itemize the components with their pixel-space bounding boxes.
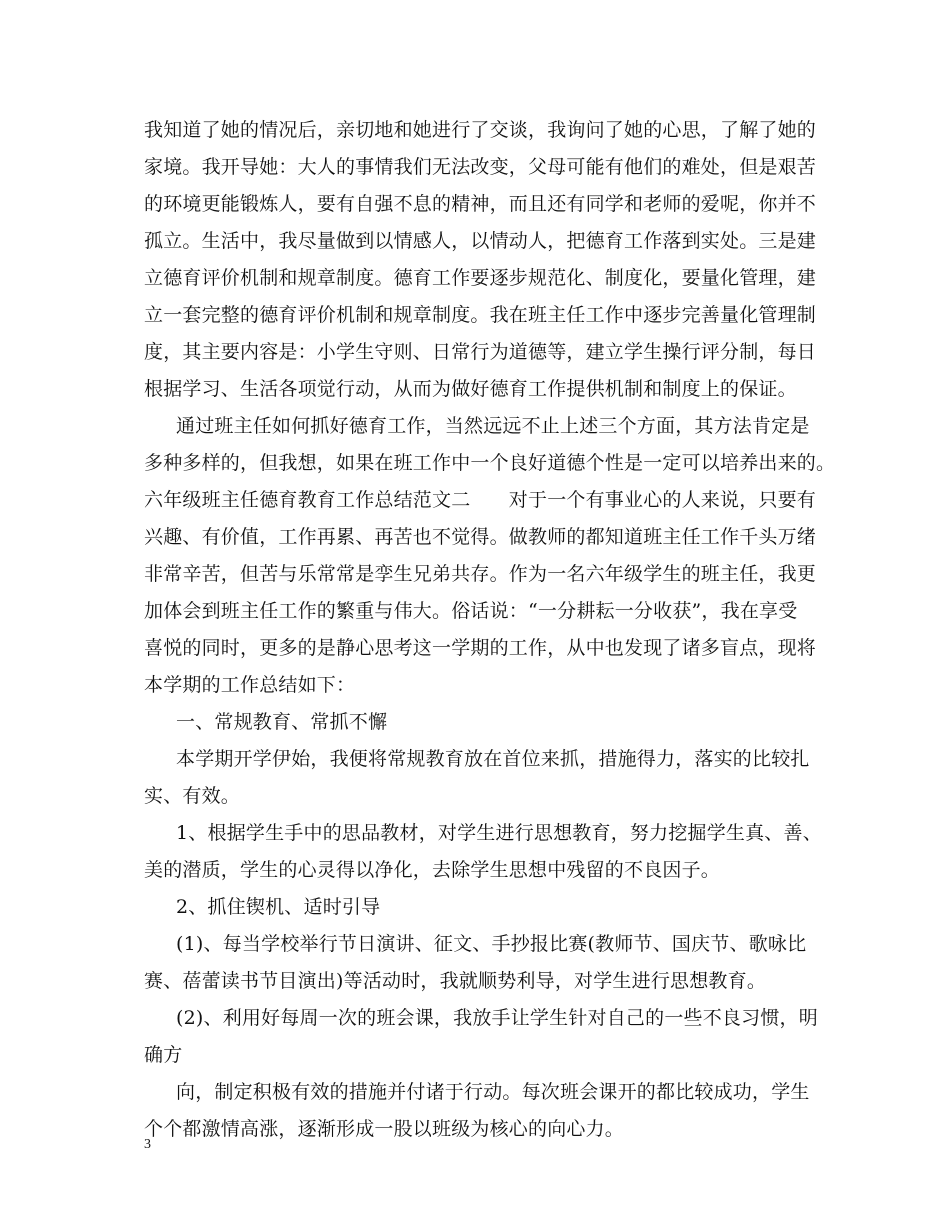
text-line: 通过班主任如何抓好德育工作，当然远远不止上述三个方面，其方法肯定是: [176, 415, 810, 437]
section-heading-line: 六年级班主任德育教育工作总结范文二 对于一个有事业心的人来说，只要有: [144, 489, 817, 511]
text-line: 孤立。生活中，我尽量做到以情感人，以情动人，把德育工作落到实处。三是建: [144, 230, 817, 252]
text-line: 向，制定积极有效的措施并付诸于行动。每次班会课开的都比较成功，学生: [176, 1081, 810, 1103]
text-line: 实、有效。: [144, 785, 241, 807]
text-line: 家境。我开导她：大人的事情我们无法改变，父母可能有他们的难处，但是艰苦: [144, 156, 817, 178]
text-line: 喜悦的同时，更多的是静心思考这一学期的工作，从中也发现了诸多盲点，现将: [144, 637, 817, 659]
text-line: 个个都激情高涨，逐渐形成一股以班级为核心的向心力。: [144, 1118, 625, 1140]
text-line: 立一套完整的德育评价机制和规章制度。我在班主任工作中逐步完善量化管理制: [144, 304, 817, 326]
text-line: 赛、蓓蕾读书节目演出)等活动时，我就顺势利导，对学生进行思想教育。: [144, 970, 767, 992]
text-line: 立德育评价机制和规章制度。德育工作要逐步规范化、制度化，要量化管理，建: [144, 267, 817, 289]
text-line: 本学期开学伊始，我便将常规教育放在首位来抓，措施得力，落实的比较扎: [176, 748, 810, 770]
text-line: 多种多样的，但我想，如果在班工作中一个良好道德个性是一定可以培养出来的。: [144, 452, 836, 474]
page-number: 3: [144, 1137, 151, 1152]
text-line: 我知道了她的情况后，亲切地和她进行了交谈，我询问了她的心思，了解了她的: [144, 119, 817, 141]
text-line: 非常辛苦，但苦与乐常常是孪生兄弟共存。作为一名六年级学生的班主任，我更: [144, 563, 817, 585]
text-line: (2)、利用好每周一次的班会课，我放手让学生针对自己的一些不良习惯，明: [176, 1007, 818, 1029]
subheading-line: 一、常规教育、常抓不懈: [176, 711, 388, 733]
text-line: 美的潜质，学生的心灵得以净化，去除学生思想中残留的不良因子。: [144, 859, 721, 881]
text-line: (1)、每当学校举行节日演讲、征文、手抄报比赛(教师节、国庆节、歌咏比: [176, 933, 807, 955]
text-line: 确方: [144, 1044, 183, 1066]
text-line: 1、根据学生手中的思品教材，对学生进行思想教育，努力挖掘学生真、善、: [176, 822, 822, 844]
text-line: 的环境更能锻炼人，要有自强不息的精神，而且还有同学和老师的爱呢，你并不: [144, 193, 817, 215]
text-line: 兴趣、有价值，工作再累、再苦也不觉得。做教师的都知道班主任工作千头万绪: [144, 526, 817, 548]
text-line: 根据学习、生活各项觉行动，从而为做好德育工作提供机制和制度上的保证。: [144, 378, 797, 400]
text-line: 本学期的工作总结如下：: [144, 674, 356, 696]
text-line: 加体会到班主任工作的繁重与伟大。俗话说：“一分耕耘一分收获”，我在享受: [144, 600, 798, 622]
text-line: 度，其主要内容是：小学生守则、日常行为道德等，建立学生操行评分制，每日: [144, 341, 817, 363]
subheading-line: 2、抓住锲机、适时引导: [176, 896, 381, 918]
